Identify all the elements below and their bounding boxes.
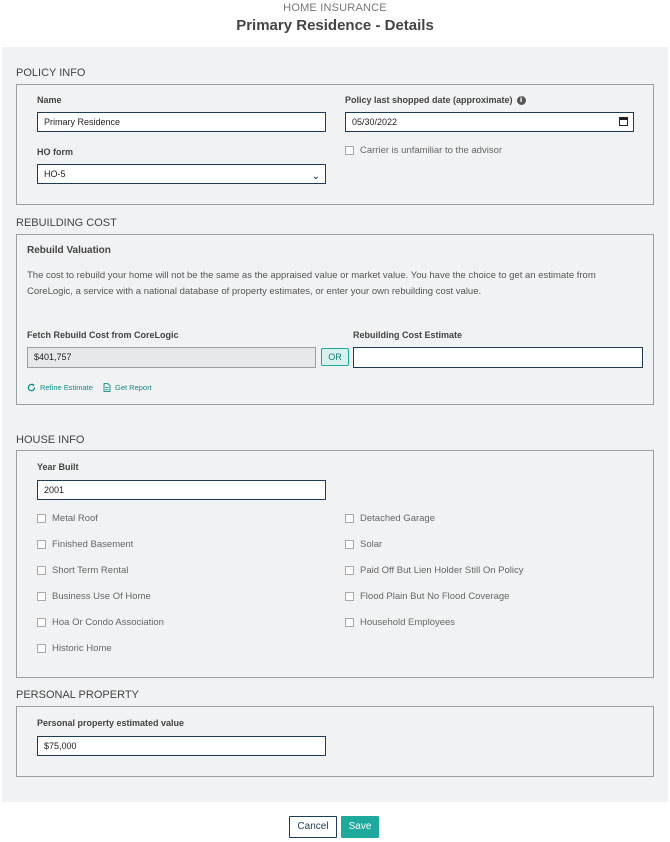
form-panel	[2, 47, 668, 802]
shopped-date-label	[345, 95, 526, 105]
year-built-label: Year Built	[37, 462, 79, 472]
house-feature-label: Metal Roof	[52, 513, 98, 524]
rebuilding-estimate-label: Rebuilding Cost Estimate	[353, 330, 463, 340]
house-feature-checkbox[interactable]	[37, 565, 128, 576]
policy-info-box	[16, 84, 654, 205]
refine-estimate-label: Refine Estimate	[40, 383, 93, 392]
page-header	[0, 0, 670, 46]
get-report-link[interactable]	[103, 383, 152, 392]
ho-form-select[interactable]	[37, 164, 326, 184]
checkbox-square[interactable]	[345, 566, 354, 575]
house-feature-checkbox[interactable]	[37, 539, 133, 550]
ho-form-label: HO form	[37, 147, 73, 157]
house-info-heading: HOUSE INFO	[16, 434, 85, 446]
house-feature-label: Short Term Rental	[52, 565, 129, 576]
or-separator: OR	[321, 348, 349, 366]
checkbox-square[interactable]	[37, 618, 46, 627]
rebuild-paragraph-line2: CoreLogic, a service with a national database of property estimates, or enter your own rebuilding cost value.	[27, 286, 482, 297]
checkbox-square[interactable]	[345, 592, 354, 601]
checkbox-square[interactable]	[345, 146, 354, 155]
chevron-down-icon: ⌄	[311, 171, 320, 182]
house-feature-label: Hoa Or Condo Association	[52, 617, 164, 628]
house-feature-checkbox[interactable]	[37, 643, 112, 654]
save-button[interactable]: Save	[341, 816, 379, 838]
carrier-unfamiliar-label: Carrier is unfamiliar to the advisor	[360, 145, 503, 156]
checkbox-square[interactable]	[37, 540, 46, 549]
shopped-date-label-text: Policy last shopped date (approximate)	[345, 95, 513, 105]
checkbox-square[interactable]	[37, 644, 46, 653]
house-feature-label: Finished Basement	[52, 539, 134, 550]
rebuilding-cost-box	[16, 234, 654, 405]
checkbox-square[interactable]	[37, 566, 46, 575]
document-icon	[103, 383, 111, 392]
refresh-icon	[27, 383, 36, 392]
rebuild-paragraph-line1: The cost to rebuild your home will not be the same as the appraised value or market value. You have the choice to get an estimate from	[27, 270, 596, 281]
house-feature-label: Paid Off But Lien Holder Still On Policy	[360, 565, 524, 576]
house-feature-label: Historic Home	[52, 643, 112, 654]
checkbox-square[interactable]	[345, 514, 354, 523]
fetch-rebuild-label: Fetch Rebuild Cost from CoreLogic	[27, 330, 179, 340]
shopped-date-value: 05/30/2022	[352, 117, 398, 127]
carrier-unfamiliar-checkbox[interactable]	[345, 145, 502, 156]
name-field[interactable]: Primary Residence	[37, 112, 326, 132]
personal-property-heading: PERSONAL PROPERTY	[16, 689, 139, 701]
checkbox-square[interactable]	[37, 592, 46, 601]
house-feature-checkbox[interactable]	[345, 617, 455, 628]
house-feature-label: Flood Plain But No Flood Coverage	[360, 591, 510, 602]
rebuilding-cost-heading: REBUILDING COST	[16, 217, 117, 229]
fetch-rebuild-field: $401,757	[27, 347, 316, 368]
year-built-field[interactable]: 2001	[37, 480, 326, 500]
house-feature-label: Detached Garage	[360, 513, 435, 524]
house-info-box	[16, 450, 654, 678]
checkbox-square[interactable]	[37, 514, 46, 523]
personal-property-label: Personal property estimated value	[37, 718, 185, 728]
rebuild-valuation-title: Rebuild Valuation	[27, 245, 111, 256]
house-feature-checkbox[interactable]	[37, 513, 98, 524]
house-feature-checkbox[interactable]	[345, 539, 382, 550]
policy-info-heading: POLICY INFO	[16, 67, 86, 79]
cancel-button[interactable]: Cancel	[289, 816, 337, 838]
rebuilding-estimate-field[interactable]	[353, 347, 643, 368]
house-feature-label: Solar	[360, 539, 383, 550]
page-kicker: HOME INSURANCE	[283, 2, 387, 14]
refine-estimate-link[interactable]	[27, 383, 93, 392]
house-feature-label: Household Employees	[360, 617, 456, 628]
house-feature-checkbox[interactable]	[37, 617, 164, 628]
get-report-label: Get Report	[115, 383, 152, 392]
ho-form-value: HO-5	[44, 169, 66, 179]
checkbox-square[interactable]	[345, 618, 354, 627]
page-title: Primary Residence - Details	[236, 17, 434, 34]
house-feature-checkbox[interactable]	[345, 565, 524, 576]
name-label: Name	[37, 95, 62, 105]
house-feature-checkbox[interactable]	[345, 591, 509, 602]
house-feature-checkbox[interactable]	[345, 513, 435, 524]
info-icon[interactable]: i	[517, 96, 526, 105]
house-feature-label: Business Use Of Home	[52, 591, 151, 602]
personal-property-box	[16, 706, 654, 777]
checkbox-square[interactable]	[345, 540, 354, 549]
calendar-icon[interactable]	[619, 117, 628, 126]
house-feature-checkbox[interactable]	[37, 591, 151, 602]
shopped-date-field[interactable]	[345, 112, 634, 132]
personal-property-field[interactable]: $75,000	[37, 736, 326, 756]
